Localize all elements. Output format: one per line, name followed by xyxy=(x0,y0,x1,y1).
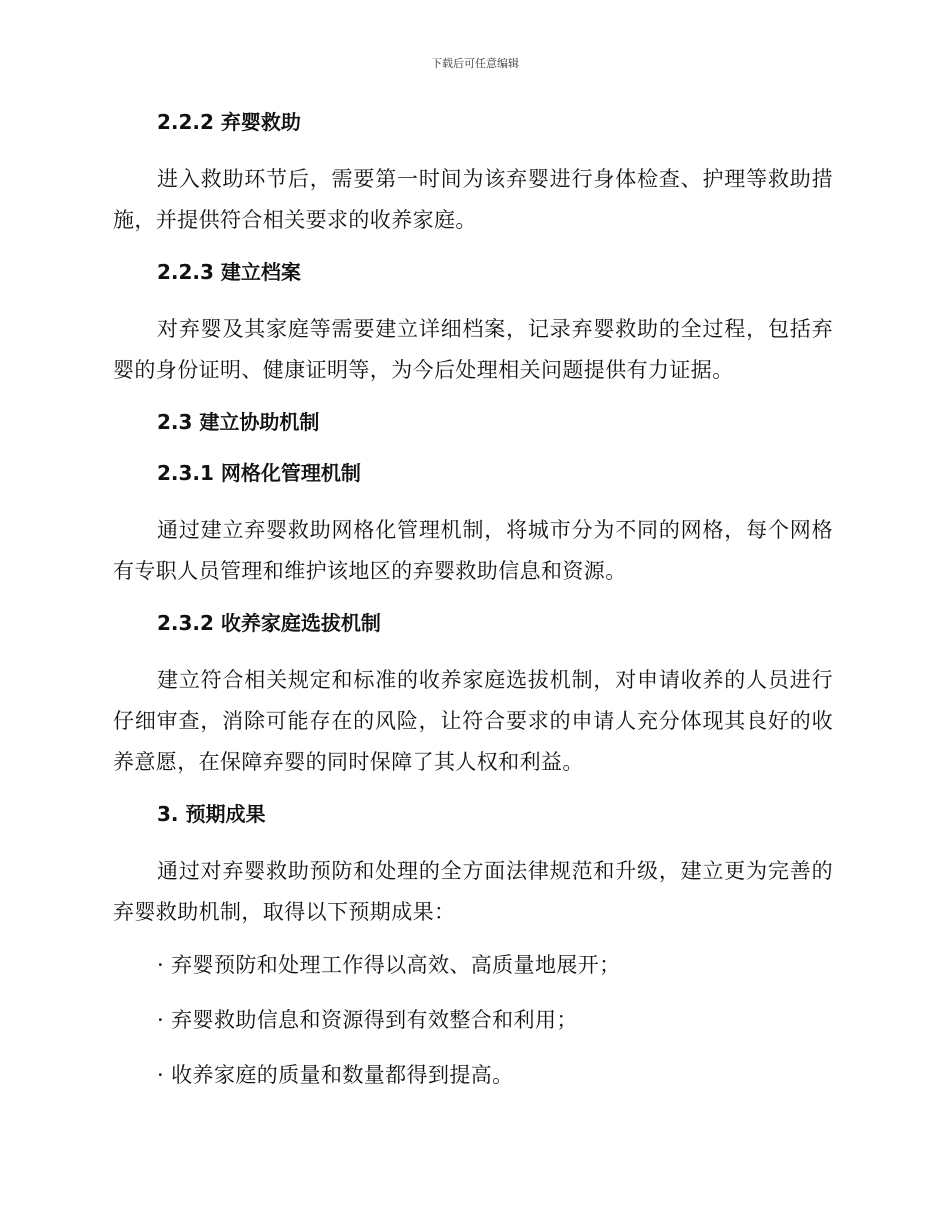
section-heading-2-2-2: 2.2.2 弃婴救助 xyxy=(157,110,301,134)
section-paragraph-2-2-3: 对弃婴及其家庭等需要建立详细档案，记录弃婴救助的全过程，包括弃婴的身份证明、健康证明等，为今后处理相关问题提供有力证据。 xyxy=(113,317,833,382)
section-heading-2-3-1: 2.3.1 网格化管理机制 xyxy=(157,461,361,485)
section-heading-2-2-3: 2.2.3 建立档案 xyxy=(157,260,301,284)
section-heading-2-3-2: 2.3.2 收养家庭选拔机制 xyxy=(157,611,381,635)
bullet-item: · 弃婴预防和处理工作得以高效、高质量地展开； xyxy=(157,953,621,977)
bullet-item: · 弃婴救助信息和资源得到有效整合和利用； xyxy=(157,1008,578,1032)
section-paragraph-2-3-1: 通过建立弃婴救助网格化管理机制，将城市分为不同的网格，每个网格有专职人员管理和维护该地区的弃婴救助信息和资源。 xyxy=(113,518,833,583)
page-header: 下载后可任意编辑 xyxy=(431,57,519,70)
section-heading-2-3: 2.3 建立协助机制 xyxy=(157,410,320,434)
section-heading-3: 3. 预期成果 xyxy=(157,802,266,826)
section-paragraph-2-3-2: 建立符合相关规定和标准的收养家庭选拔机制，对申请收养的人员进行仔细审查，消除可能存在的风险，让符合要求的申请人充分体现其良好的收养意愿，在保障弃婴的同时保障了其人权和利益。 xyxy=(113,668,833,774)
section-paragraph-2-2-2: 进入救助环节后，需要第一时间为该弃婴进行身体检查、护理等救助措施，并提供符合相关要求的收养家庭。 xyxy=(113,167,833,232)
bullet-item: · 收养家庭的质量和数量都得到提高。 xyxy=(157,1063,514,1087)
section-paragraph-3: 通过对弃婴救助预防和处理的全方面法律规范和升级，建立更为完善的弃婴救助机制，取得以下预期成果： xyxy=(113,859,833,924)
document-body xyxy=(113,108,833,1115)
